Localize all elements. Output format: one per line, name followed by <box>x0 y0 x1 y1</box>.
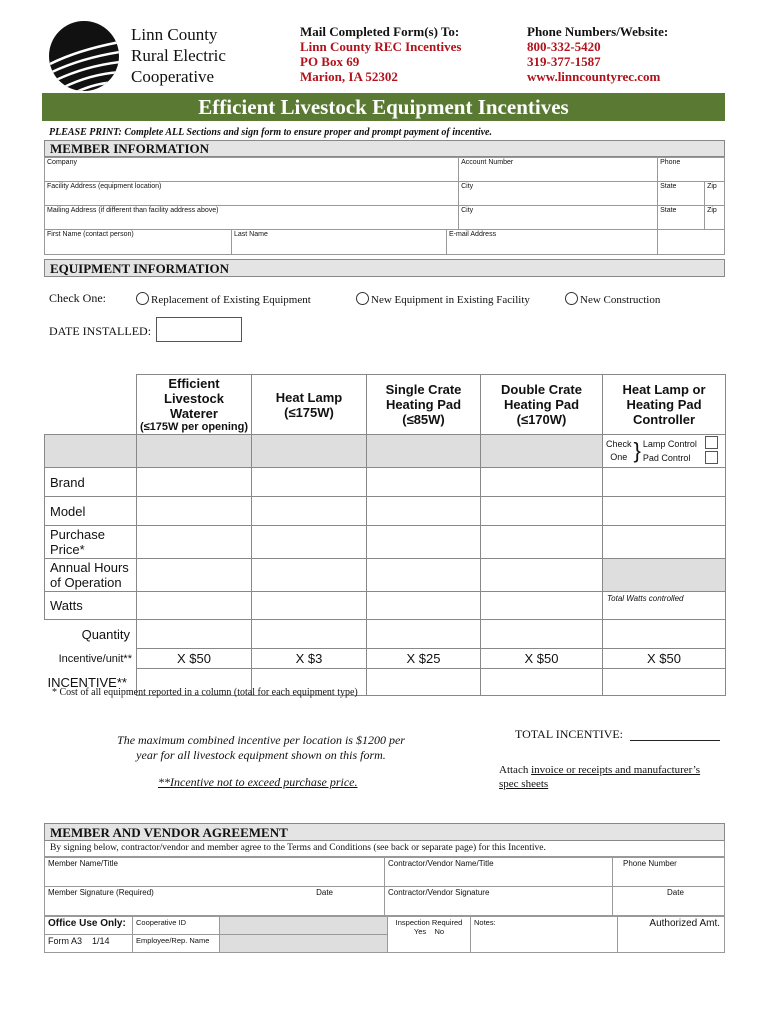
brand-input[interactable] <box>603 468 726 497</box>
authorized-amt-field[interactable]: Authorized Amt. <box>618 917 725 953</box>
notes-field[interactable]: Notes: <box>471 917 618 953</box>
total-incentive-label: TOTAL INCENTIVE: <box>515 727 624 741</box>
state-field[interactable]: State <box>658 206 705 230</box>
incentive-output[interactable] <box>481 669 603 696</box>
lamp-control-label: Lamp Control <box>642 439 697 449</box>
employee-label: Employee/Rep. Name <box>133 935 220 953</box>
mail-line: PO Box 69 <box>300 54 360 69</box>
total-watts-input[interactable] <box>603 592 726 620</box>
col-line: Heating Pad <box>626 397 702 412</box>
watts-input[interactable] <box>137 592 252 620</box>
member-section-heading: MEMBER INFORMATION <box>44 140 725 157</box>
org-line: Cooperative <box>131 67 215 86</box>
controller-check-wrap <box>606 436 722 466</box>
coop-id-label: Cooperative ID <box>133 917 220 935</box>
incentive-label: INCENTIVE** <box>47 674 127 690</box>
watts-label: Watts <box>45 592 137 620</box>
agreement-statement: By signing below, contractor/vendor and member agree to the Terms and Conditions (see back or separate page) for this Incentive. <box>44 841 725 857</box>
gray-cell <box>45 435 137 468</box>
form-date: 1/14 <box>92 936 110 946</box>
yes-option[interactable]: Yes <box>413 927 427 936</box>
price-input[interactable] <box>252 526 367 559</box>
phone-number-field[interactable]: Phone Number <box>613 858 725 887</box>
price-input[interactable] <box>367 526 481 559</box>
check-text: Check <box>606 439 632 449</box>
col-line: Efficient <box>168 376 220 391</box>
gray-cell <box>603 559 726 592</box>
col-line: Single Crate <box>385 382 462 397</box>
quantity-input[interactable] <box>252 620 367 649</box>
model-input[interactable] <box>367 497 481 526</box>
max-incentive-note <box>86 733 436 763</box>
zip-field[interactable]: Zip <box>705 206 725 230</box>
annual-hours-line: Annual Hours <box>50 560 129 575</box>
attach-note <box>499 763 700 791</box>
model-input[interactable] <box>137 497 252 526</box>
phone-number: 319-377-1587 <box>527 54 601 69</box>
col-double-crate <box>481 375 603 435</box>
equipment-table <box>44 374 726 696</box>
col-line: (≤175W per opening) <box>139 421 249 433</box>
watts-input[interactable] <box>481 592 603 620</box>
zip-field[interactable]: Zip <box>705 182 725 206</box>
city-field[interactable]: City <box>459 206 658 230</box>
contact-info <box>527 24 668 84</box>
name-email-subtable <box>232 230 657 254</box>
website: www.linncountyrec.com <box>527 69 661 84</box>
col-line: Heat Lamp or <box>622 382 706 397</box>
option-label: New Equipment in Existing Facility <box>371 294 530 306</box>
hours-input[interactable] <box>137 559 252 592</box>
annual-hours-label <box>45 559 137 592</box>
form-id <box>45 935 133 953</box>
rate-cell: X $50 <box>603 649 726 669</box>
price-input[interactable] <box>137 526 252 559</box>
col-controller <box>603 375 726 435</box>
inspection-label: Inspection Required <box>395 918 463 927</box>
col-single-crate <box>367 375 481 435</box>
annual-hours-line: of Operation <box>50 575 122 590</box>
option-new-construction[interactable] <box>565 292 660 306</box>
date-installed-label: DATE INSTALLED: <box>49 324 152 338</box>
hours-input[interactable] <box>481 559 603 592</box>
price-input[interactable] <box>603 526 726 559</box>
option-replacement[interactable] <box>136 292 311 306</box>
brand-label: Brand <box>45 468 137 497</box>
rate-cell: X $50 <box>481 649 603 669</box>
vendor-name-field[interactable]: Contractor/Vendor Name/Title <box>385 858 613 887</box>
account-field[interactable]: Account Number <box>459 158 658 182</box>
vendor-date-field[interactable]: Date <box>613 887 725 916</box>
agreement-table <box>44 857 725 916</box>
hours-input[interactable] <box>252 559 367 592</box>
option-label: Replacement of Existing Equipment <box>151 294 311 306</box>
attach-text: spec sheets <box>499 778 549 790</box>
lamp-control-option[interactable] <box>643 437 697 451</box>
date-installed-input[interactable] <box>156 317 242 342</box>
pad-control-option[interactable] <box>643 451 697 465</box>
pad-control-checkbox[interactable] <box>705 451 718 464</box>
brand-input[interactable] <box>367 468 481 497</box>
rate-cell: X $25 <box>367 649 481 669</box>
email-field[interactable]: E-mail Address <box>449 231 497 238</box>
radio-icon[interactable] <box>356 292 369 305</box>
brand-input[interactable] <box>252 468 367 497</box>
col-heat-lamp <box>252 375 367 435</box>
model-input[interactable] <box>603 497 726 526</box>
gray-cell <box>137 435 252 468</box>
no-option[interactable]: No <box>434 927 445 936</box>
quantity-input[interactable] <box>367 620 481 649</box>
gray-cell <box>252 435 367 468</box>
org-line: Rural Electric <box>131 46 226 65</box>
corner-cell <box>45 375 137 435</box>
member-date-label: Date <box>316 888 333 897</box>
pad-control-label: Pad Control <box>642 453 691 463</box>
employee-input[interactable] <box>220 935 388 953</box>
option-label: New Construction <box>580 294 661 306</box>
option-new-equipment[interactable] <box>356 292 530 306</box>
company-field[interactable]: Company <box>45 158 459 182</box>
coop-logo <box>48 20 120 92</box>
mail-line: Marion, IA 52302 <box>300 69 398 84</box>
radio-icon[interactable] <box>136 292 149 305</box>
last-name-field[interactable]: Last Name <box>232 230 447 254</box>
inspection-cell <box>388 917 471 953</box>
mail-address <box>300 24 461 84</box>
member-info-table <box>44 157 725 255</box>
controller-check-cell <box>603 435 726 468</box>
brand-input[interactable] <box>137 468 252 497</box>
equipment-section-heading: EQUIPMENT INFORMATION <box>44 259 725 277</box>
rate-cell: X $50 <box>137 649 252 669</box>
col-waterer <box>137 375 252 435</box>
gray-cell <box>481 435 603 468</box>
org-name <box>131 24 226 87</box>
email-field-end[interactable] <box>658 230 725 255</box>
purchase-price-label: Purchase Price* <box>45 526 137 559</box>
max-note-line: year for all livestock equipment shown on this form. <box>136 748 386 762</box>
quantity-input[interactable] <box>481 620 603 649</box>
phone-field[interactable]: Phone <box>658 158 725 182</box>
col-line: Livestock Waterer <box>164 391 224 421</box>
total-watts-label: Total Watts controlled <box>607 594 684 603</box>
incentive-output[interactable] <box>603 669 726 696</box>
first-name-field[interactable]: First Name (contact person) <box>45 230 232 255</box>
city-field[interactable]: City <box>459 182 658 206</box>
watts-input[interactable] <box>367 592 481 620</box>
facility-address-field[interactable]: Facility Address (equipment location) <box>45 182 459 206</box>
state-field[interactable]: State <box>658 182 705 206</box>
not-exceed-note: **Incentive not to exceed purchase price. <box>158 775 358 789</box>
member-name-field[interactable]: Member Name/Title <box>45 858 385 887</box>
form-number: Form A3 <box>48 936 83 946</box>
phone-number: 800-332-5420 <box>527 39 601 54</box>
brace-icon: } <box>633 438 641 463</box>
quantity-input[interactable] <box>137 620 252 649</box>
cost-footnote: * Cost of all equipment reported in a column (total for each equipment type) <box>52 687 358 698</box>
total-incentive-input[interactable] <box>630 740 720 741</box>
agreement-section-heading: MEMBER AND VENDOR AGREEMENT <box>44 823 725 841</box>
control-options <box>643 437 697 465</box>
instruction: PLEASE PRINT: Complete ALL Sections and sign form to ensure proper and prompt payment of incentive. <box>49 127 492 138</box>
col-line: Heating Pad (≤85W) <box>385 397 462 427</box>
col-line: Heating Pad (≤170W) <box>503 397 580 427</box>
col-line: (≤175W) <box>284 404 334 420</box>
attach-text: Attach <box>499 764 532 776</box>
max-note-line: The maximum combined incentive per location is $1200 per <box>117 733 405 747</box>
incentive-output[interactable] <box>367 669 481 696</box>
rate-cell: X $3 <box>252 649 367 669</box>
model-input[interactable] <box>481 497 603 526</box>
watts-input[interactable] <box>252 592 367 620</box>
office-use-table <box>44 916 725 953</box>
check-one-label: Check One: <box>49 291 106 305</box>
mail-line: Linn County REC Incentives <box>300 39 462 54</box>
price-input[interactable] <box>481 526 603 559</box>
page-title: Efficient Livestock Equipment Incentives <box>42 93 725 121</box>
mailing-address-field[interactable]: Mailing Address (if different than facility address above) <box>45 206 459 230</box>
member-sig-label: Member Signature (Required) <box>48 888 154 897</box>
attach-text: invoice or receipts and manufacturer’s <box>531 764 701 776</box>
col-line: Double Crate <box>501 382 582 397</box>
coop-id-input[interactable] <box>220 917 388 935</box>
hours-input[interactable] <box>367 559 481 592</box>
name-email-cell <box>232 230 658 255</box>
lamp-control-checkbox[interactable] <box>705 436 718 449</box>
mail-label: Mail Completed Form(s) To: <box>300 24 460 39</box>
col-line: Heat Lamp <box>275 389 343 405</box>
phone-label: Phone Numbers/Website: <box>527 24 669 39</box>
radio-icon[interactable] <box>565 292 578 305</box>
vendor-signature-field[interactable]: Contractor/Vendor Signature <box>385 887 613 916</box>
col-line: Controller <box>632 412 696 427</box>
office-use-label: Office Use Only: <box>45 917 133 935</box>
brand-input[interactable] <box>481 468 603 497</box>
org-line: Linn County <box>131 25 218 44</box>
model-input[interactable] <box>252 497 367 526</box>
member-signature-field[interactable] <box>45 887 385 916</box>
incentive-unit-label: Incentive/unit** <box>58 652 132 665</box>
quantity-input[interactable] <box>603 620 726 649</box>
one-text: One <box>610 452 628 462</box>
check-one-text <box>606 438 632 464</box>
gray-cell <box>367 435 481 468</box>
control-boxes <box>705 436 718 466</box>
model-label: Model <box>45 497 137 526</box>
quantity-label: Quantity <box>81 626 130 642</box>
